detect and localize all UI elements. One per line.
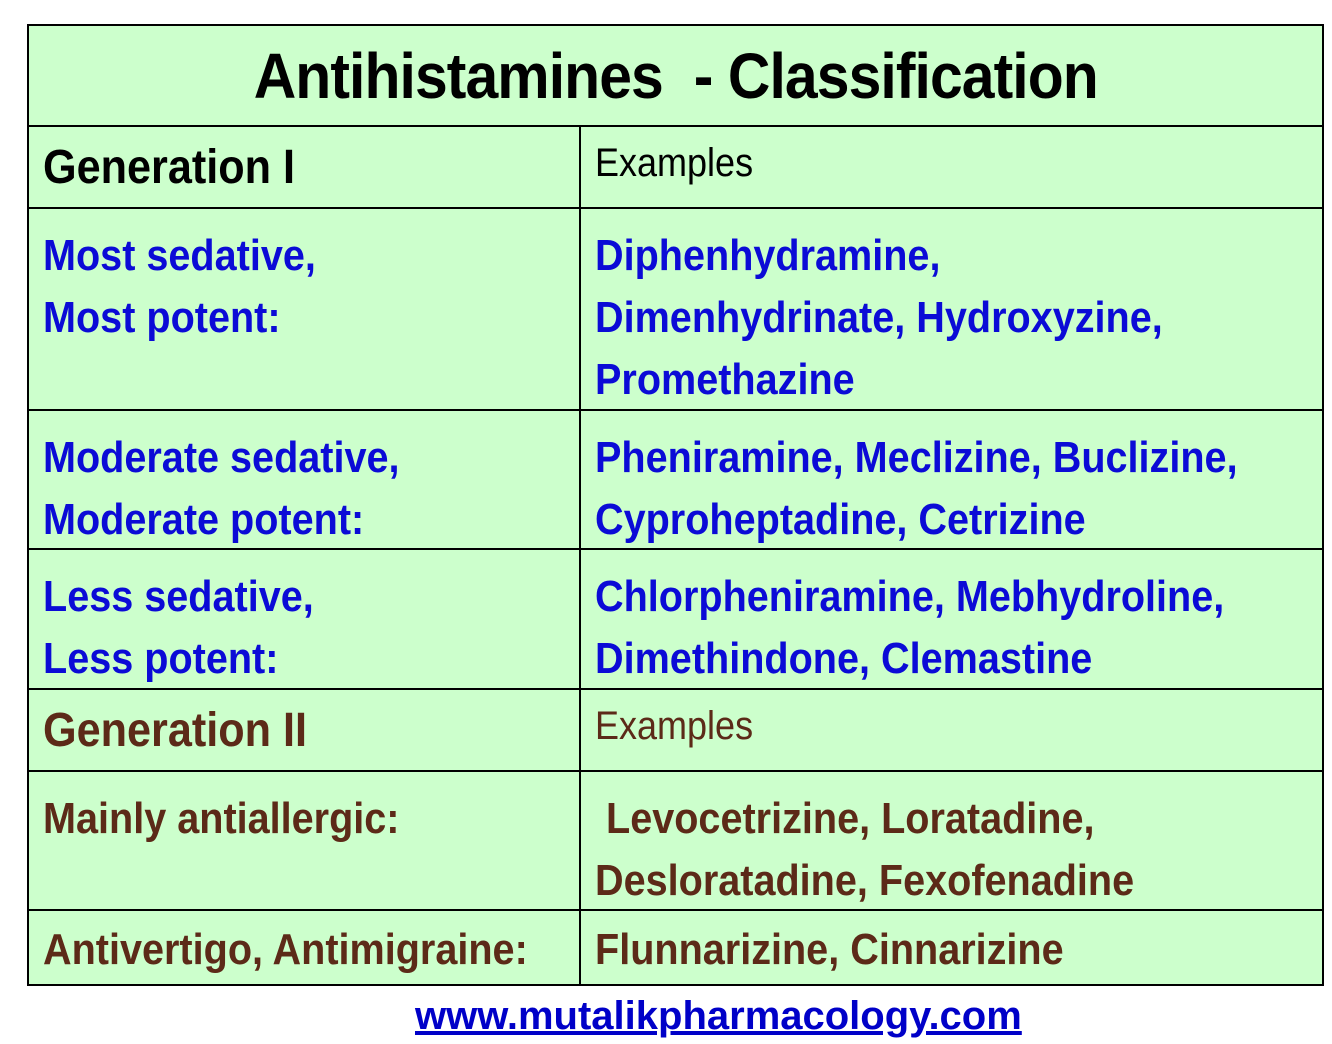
category-cell [29, 772, 581, 909]
examples-cell [581, 209, 1322, 409]
examples-line: Desloratadine, Fexofenadine [595, 856, 1135, 905]
examples-line: Promethazine [595, 355, 855, 404]
examples-line: Cyproheptadine, Cetrizine [595, 495, 1086, 544]
table-row [29, 411, 1322, 550]
gen1-examples-header-cell [581, 127, 1322, 207]
gen2-header-row [29, 690, 1322, 772]
examples-line: Dimethindone, Clemastine [595, 634, 1093, 683]
category-line: Less potent: [43, 634, 279, 683]
gen2-header: Generation II [43, 704, 308, 757]
examples-line: Dimenhydrinate, Hydroxyzine, [595, 293, 1163, 342]
examples-line: Diphenhydramine, [595, 231, 941, 280]
examples-line: Flunnarizine, Cinnarizine [595, 925, 1064, 974]
category-cell [29, 411, 581, 548]
examples-cell [581, 550, 1322, 688]
category-line: Most sedative, [43, 231, 316, 280]
category-cell [29, 550, 581, 688]
category-line: Moderate sedative, [43, 433, 400, 482]
gen1-examples-label: Examples [595, 141, 754, 185]
table-row [29, 550, 1322, 690]
category-line: Mainly antiallergic: [43, 794, 400, 843]
category-line: Moderate potent: [43, 495, 365, 544]
website-link[interactable]: www.mutalikpharmacology.com [415, 994, 1022, 1038]
gen1-header: Generation I [43, 141, 296, 194]
category-line: Less sedative, [43, 572, 314, 621]
category-cell [29, 209, 581, 409]
table-row [29, 911, 1322, 984]
category-line: Antivertigo, Antimigraine: [43, 925, 528, 974]
examples-line: Levocetrizine, Loratadine, [595, 794, 1095, 843]
gen2-header-cell [29, 690, 581, 770]
table-title: Antihistamines - Classification [253, 39, 1098, 112]
gen2-examples-label: Examples [595, 704, 754, 748]
gen2-examples-header-cell [581, 690, 1322, 770]
table-row [29, 209, 1322, 411]
table-row [29, 772, 1322, 911]
gen1-header-cell [29, 127, 581, 207]
gen1-header-row [29, 127, 1322, 209]
examples-cell [581, 911, 1322, 984]
classification-table [27, 24, 1324, 986]
examples-line: Pheniramine, Meclizine, Buclizine, [595, 433, 1238, 482]
examples-cell [581, 772, 1322, 909]
examples-line: Chlorpheniramine, Mebhydroline, [595, 572, 1225, 621]
category-cell [29, 911, 581, 984]
category-line: Most potent: [43, 293, 281, 342]
examples-cell [581, 411, 1322, 548]
title-row [29, 26, 1322, 127]
